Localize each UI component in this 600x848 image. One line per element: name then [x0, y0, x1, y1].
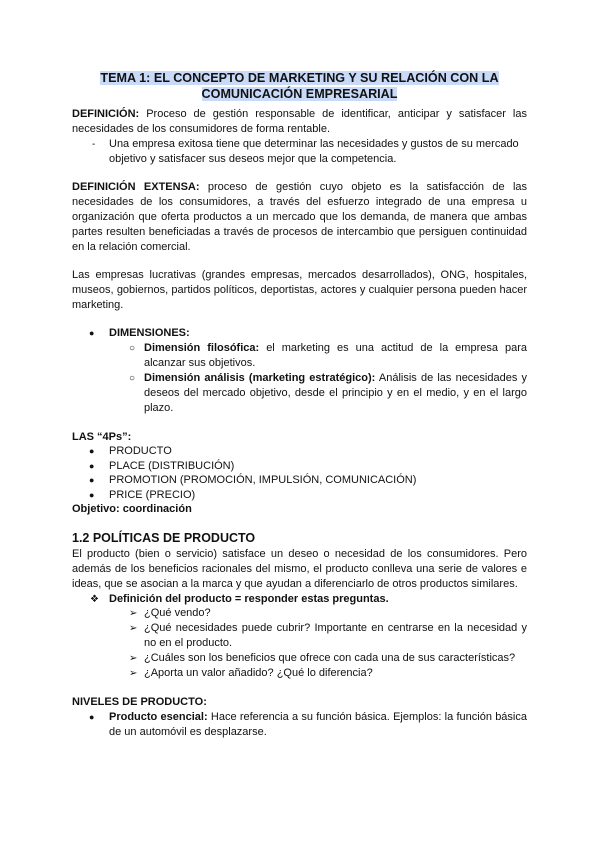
title-line-1: TEMA 1: EL CONCEPTO DE MARKETING Y SU RELACIÓN CON LA — [100, 71, 499, 85]
arrow-bullet-icon: ➢ — [129, 608, 138, 619]
nivel-label: Producto esencial: — [109, 711, 208, 723]
dimension-label: Dimensión filosófica: — [144, 342, 260, 354]
definicion-extensa-text: proceso de gestión cuyo objeto es la satisfacción de las necesidades de los consumidores, a través del esfuerzo integrado de una empresa u organización que oferta productos a un mercado que los demanda, de manera que ambas partes resulten beneficiadas a través de procesos de intercambio que persiguen continuidad en la relación comercial. — [72, 181, 528, 253]
definicion-extensa-label: DEFINICIÓN EXTENSA: — [72, 181, 200, 193]
arrow-bullet-icon: ➢ — [129, 653, 138, 664]
definicion-paragraph — [72, 107, 527, 137]
ps-item: PLACE (DISTRIBUCIÓN) — [109, 460, 235, 472]
dimension-text: el marketing es una actitud de la empresa para alcanzar sus objetivos. — [144, 342, 527, 369]
dimensiones-label: DIMENSIONES: — [109, 327, 190, 339]
politicas-paragraph: El producto (bien o servicio) satisface un deseo o necesidad de los consumidores. Pero además de los beneficios racionales del mismo, el producto conlleva una serie de valores e ideas, que se asocian a la marca y que ayudan a diferenciarlo de otros productos similares. — [72, 548, 527, 590]
nivel-item — [109, 710, 527, 740]
question-item: ¿Aporta un valor añadido? ¿Qué lo diferencia? — [144, 667, 373, 679]
section-heading: 1.2 POLÍTICAS DE PRODUCTO — [72, 531, 256, 545]
page-title — [72, 70, 527, 102]
dimension-text: Análisis de las necesidades y deseos del mercado objetivo, desde el principio y en el medio, y en el largo plazo. — [144, 372, 527, 414]
dimension-item — [144, 341, 527, 371]
arrow-bullet-icon: ➢ — [129, 668, 138, 679]
circle-bullet-icon: ○ — [129, 343, 136, 354]
ps-item: PRODUCTO — [109, 445, 172, 457]
bullet-dot-icon: ● — [89, 328, 95, 338]
diamond-bullet-icon: ❖ — [90, 594, 99, 605]
bullet-dot-icon: ● — [89, 461, 95, 471]
empresas-paragraph: Las empresas lucrativas (grandes empresas, mercados desarrollados), ONG, hospitales, museos, gobiernos, partidos políticos, deportistas, actores y cualquier persona pueden hacer marketing. — [72, 269, 527, 311]
bullet-dot-icon: ● — [89, 475, 95, 485]
bullet-dot-icon: ● — [89, 490, 95, 500]
definicion-dash-item: Una empresa exitosa tiene que determinar las necesidades y gustos de su mercado objetivo y satisfacer sus deseos mejor que la competencia. — [109, 138, 519, 165]
definicion-label: DEFINICIÓN: — [72, 108, 140, 120]
ps-item: PRICE (PRECIO) — [109, 489, 196, 501]
ps-item: PROMOTION (PROMOCIÓN, IMPULSIÓN, COMUNICACIÓN) — [109, 474, 417, 486]
bullet-dot-icon: ● — [89, 446, 95, 456]
question-item: ¿Qué vendo? — [144, 607, 211, 619]
dimension-label: Dimensión análisis (marketing estratégico): — [144, 372, 376, 384]
nivel-text: Hace referencia a su función básica. Ejemplos: la función básica de un automóvil es desplazarse. — [109, 711, 527, 738]
definicion-extensa-paragraph — [72, 180, 527, 255]
title-line-2: COMUNICACIÓN EMPRESARIAL — [201, 87, 398, 101]
definicion-producto-item: Definición del producto = responder estas preguntas. — [109, 593, 389, 605]
dimension-item — [144, 371, 527, 416]
dash-bullet-icon: - — [92, 139, 96, 150]
ps-label: LAS “4Ps”: — [72, 431, 132, 443]
bullet-dot-icon: ● — [89, 712, 95, 722]
question-item: ¿Cuáles son los beneficios que ofrece con cada una de sus características? — [144, 652, 516, 664]
niveles-label: NIVELES DE PRODUCTO: — [72, 696, 207, 708]
definicion-text: Proceso de gestión responsable de identificar, anticipar y satisfacer las necesidades de los consumidores de forma rentable. — [72, 108, 527, 135]
circle-bullet-icon: ○ — [129, 373, 136, 384]
question-item: ¿Qué necesidades puede cubrir? Importante en centrarse en la necesidad y no en el producto. — [144, 622, 527, 649]
ps-objetivo: Objetivo: coordinación — [72, 503, 192, 515]
arrow-bullet-icon: ➢ — [129, 623, 138, 634]
